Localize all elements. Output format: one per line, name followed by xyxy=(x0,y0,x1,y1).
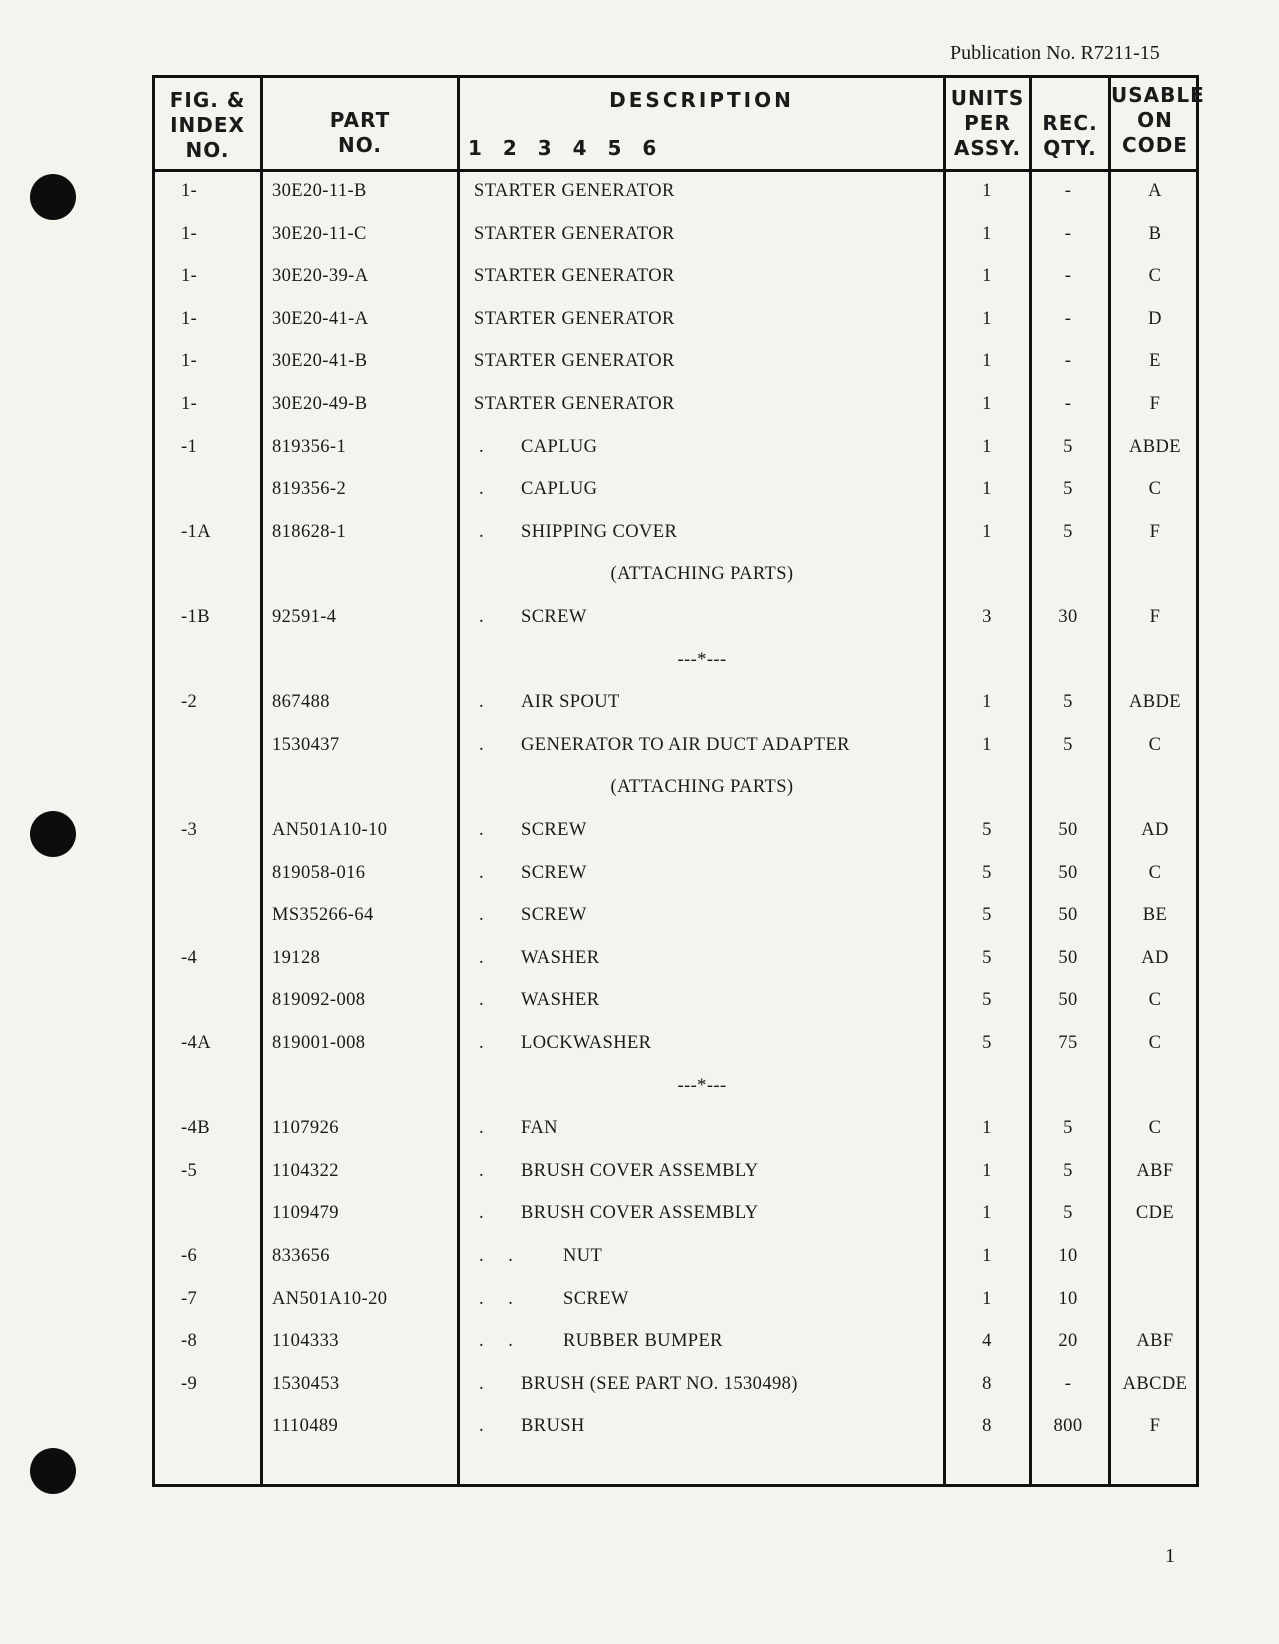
publication-number: Publication No. R7211-15 xyxy=(950,42,1160,64)
part-number-cell: MS35266-64 xyxy=(272,905,374,925)
description-cell: SCREW xyxy=(521,820,587,840)
rec-qty-cell: - xyxy=(1064,309,1072,329)
usable-code-cell: B xyxy=(1148,224,1162,244)
rec-qty-cell: 5 xyxy=(1063,1161,1073,1181)
usable-code-cell: C xyxy=(1148,863,1162,883)
units-per-assy-cell: 1 xyxy=(982,1246,992,1266)
header-rec-qty: REC. QTY. xyxy=(1042,111,1098,160)
rec-qty-cell: - xyxy=(1064,224,1072,244)
rec-qty-cell: - xyxy=(1064,266,1072,286)
part-number-cell: 867488 xyxy=(272,692,330,712)
indent-dots: . . xyxy=(479,1331,523,1351)
rec-qty-cell: - xyxy=(1064,181,1072,201)
description-cell: FAN xyxy=(521,1118,558,1138)
index-cell: 1- xyxy=(181,309,198,329)
indent-dots: . xyxy=(479,820,494,840)
units-per-assy-cell: 1 xyxy=(982,224,992,244)
indent-dots: . xyxy=(479,1033,494,1053)
part-number-cell: 819356-1 xyxy=(272,437,347,457)
usable-code-cell: ABCDE xyxy=(1122,1374,1188,1394)
units-per-assy-cell: 5 xyxy=(982,948,992,968)
section-label: (ATTACHING PARTS) xyxy=(610,564,794,584)
part-number-cell: 818628-1 xyxy=(272,522,347,542)
index-cell: -2 xyxy=(181,692,198,712)
part-number-cell: 30E20-11-B xyxy=(272,181,367,201)
index-cell: -8 xyxy=(181,1331,198,1351)
rec-qty-cell: 10 xyxy=(1058,1246,1078,1266)
indent-dots: . . xyxy=(479,1289,523,1309)
units-per-assy-cell: 1 xyxy=(982,309,992,329)
index-cell: -4A xyxy=(181,1033,211,1053)
units-per-assy-cell: 5 xyxy=(982,863,992,883)
units-per-assy-cell: 1 xyxy=(982,1203,992,1223)
rec-qty-cell: 30 xyxy=(1058,607,1078,627)
units-per-assy-cell: 1 xyxy=(982,692,992,712)
index-cell: -4B xyxy=(181,1118,210,1138)
units-per-assy-cell: 1 xyxy=(982,735,992,755)
description-cell: CAPLUG xyxy=(521,479,598,499)
index-cell: -4 xyxy=(181,948,198,968)
description-cell: GENERATOR TO AIR DUCT ADAPTER xyxy=(521,735,850,755)
rec-qty-cell: - xyxy=(1064,394,1072,414)
rec-qty-cell: 5 xyxy=(1063,522,1073,542)
usable-code-cell: ABF xyxy=(1136,1331,1174,1351)
part-number-cell: 1104322 xyxy=(272,1161,339,1181)
description-cell: WASHER xyxy=(521,990,600,1010)
part-number-cell: AN501A10-10 xyxy=(272,820,388,840)
index-cell: -6 xyxy=(181,1246,198,1266)
usable-code-cell: C xyxy=(1148,735,1162,755)
part-number-cell: 30E20-41-B xyxy=(272,351,368,371)
units-per-assy-cell: 1 xyxy=(982,522,992,542)
index-cell: -7 xyxy=(181,1289,198,1309)
parts-list-table xyxy=(152,75,1205,1487)
index-cell: 1- xyxy=(181,266,198,286)
rec-qty-cell: - xyxy=(1064,1374,1072,1394)
section-label: ---*--- xyxy=(677,650,727,670)
indent-dots: . . xyxy=(479,1246,523,1266)
units-per-assy-cell: 1 xyxy=(982,266,992,286)
units-per-assy-cell: 8 xyxy=(982,1374,992,1394)
part-number-cell: 819356-2 xyxy=(272,479,347,499)
section-label: ---*--- xyxy=(677,1076,727,1096)
rec-qty-cell: 5 xyxy=(1063,1118,1073,1138)
description-cell: LOCKWASHER xyxy=(521,1033,652,1053)
part-number-cell: 19128 xyxy=(272,948,321,968)
part-number-cell: 819092-008 xyxy=(272,990,366,1010)
rec-qty-cell: 75 xyxy=(1058,1033,1078,1053)
usable-code-cell: F xyxy=(1149,607,1161,627)
usable-code-cell: C xyxy=(1148,1033,1162,1053)
rec-qty-cell: 50 xyxy=(1058,990,1078,1010)
usable-code-cell: C xyxy=(1148,990,1162,1010)
description-cell: CAPLUG xyxy=(521,437,598,457)
usable-code-cell: C xyxy=(1148,266,1162,286)
usable-code-cell: C xyxy=(1148,1118,1162,1138)
units-per-assy-cell: 5 xyxy=(982,1033,992,1053)
indent-dots: . xyxy=(479,1374,494,1394)
rec-qty-cell: 20 xyxy=(1058,1331,1078,1351)
index-cell: -3 xyxy=(181,820,198,840)
index-cell: -1 xyxy=(181,437,198,457)
units-per-assy-cell: 1 xyxy=(982,394,992,414)
description-cell: STARTER GENERATOR xyxy=(474,351,675,371)
part-number-cell: 30E20-49-B xyxy=(272,394,368,414)
punch-hole xyxy=(30,174,76,220)
description-cell: BRUSH xyxy=(521,1416,585,1436)
indent-dots: . xyxy=(479,607,494,627)
description-cell: BRUSH COVER ASSEMBLY xyxy=(521,1161,759,1181)
rec-qty-cell: 800 xyxy=(1053,1416,1083,1436)
description-cell: STARTER GENERATOR xyxy=(474,224,675,244)
index-cell: 1- xyxy=(181,351,198,371)
part-number-cell: 30E20-39-A xyxy=(272,266,369,286)
description-cell: BRUSH COVER ASSEMBLY xyxy=(521,1203,759,1223)
index-cell: 1- xyxy=(181,394,198,414)
description-cell: WASHER xyxy=(521,948,600,968)
units-per-assy-cell: 4 xyxy=(982,1331,992,1351)
punch-hole xyxy=(30,1448,76,1494)
index-cell: -9 xyxy=(181,1374,198,1394)
punch-hole xyxy=(30,811,76,857)
part-number-cell: 819058-016 xyxy=(272,863,366,883)
usable-code-cell: ABDE xyxy=(1129,692,1181,712)
page-number: 1 xyxy=(1165,1545,1175,1567)
description-cell: SCREW xyxy=(521,905,587,925)
usable-code-cell: D xyxy=(1148,309,1162,329)
description-cell: NUT xyxy=(563,1246,603,1266)
usable-code-cell: F xyxy=(1149,522,1161,542)
units-per-assy-cell: 5 xyxy=(982,990,992,1010)
description-cell: RUBBER BUMPER xyxy=(563,1331,723,1351)
part-number-cell: 1109479 xyxy=(272,1203,339,1223)
usable-code-cell: F xyxy=(1149,394,1161,414)
indent-dots: . xyxy=(479,948,494,968)
rec-qty-cell: 50 xyxy=(1058,863,1078,883)
header-usable-on-code: USABLE ON CODE xyxy=(1111,83,1205,157)
description-cell: BRUSH (SEE PART NO. 1530498) xyxy=(521,1374,798,1394)
rec-qty-cell: 10 xyxy=(1058,1289,1078,1309)
usable-code-cell: E xyxy=(1149,351,1161,371)
usable-code-cell: AD xyxy=(1141,820,1169,840)
index-cell: 1- xyxy=(181,181,198,201)
indent-dots: . xyxy=(479,1203,494,1223)
part-number-cell: 1530437 xyxy=(272,735,340,755)
part-number-cell: 833656 xyxy=(272,1246,330,1266)
header-description: DESCRIPTION xyxy=(609,88,794,112)
description-cell: AIR SPOUT xyxy=(521,692,620,712)
indent-dots: . xyxy=(479,479,494,499)
indent-dots: . xyxy=(479,905,494,925)
indent-dots: . xyxy=(479,522,494,542)
usable-code-cell: ABF xyxy=(1136,1161,1174,1181)
indent-dots: . xyxy=(479,863,494,883)
part-number-cell: 1104333 xyxy=(272,1331,339,1351)
units-per-assy-cell: 8 xyxy=(982,1416,992,1436)
section-label: (ATTACHING PARTS) xyxy=(610,777,794,797)
usable-code-cell: A xyxy=(1148,181,1162,201)
indent-dots: . xyxy=(479,1118,494,1138)
rec-qty-cell: 50 xyxy=(1058,905,1078,925)
indent-dots: . xyxy=(479,735,494,755)
part-number-cell: 30E20-41-A xyxy=(272,309,369,329)
header-index: FIG. & INDEX NO. xyxy=(169,88,246,162)
units-per-assy-cell: 1 xyxy=(982,1161,992,1181)
rec-qty-cell: 5 xyxy=(1063,437,1073,457)
description-cell: STARTER GENERATOR xyxy=(474,266,675,286)
units-per-assy-cell: 1 xyxy=(982,1118,992,1138)
usable-code-cell: AD xyxy=(1141,948,1169,968)
rec-qty-cell: 5 xyxy=(1063,735,1073,755)
units-per-assy-cell: 5 xyxy=(982,820,992,840)
part-number-cell: 1530453 xyxy=(272,1374,340,1394)
units-per-assy-cell: 1 xyxy=(982,437,992,457)
part-number-cell: 819001-008 xyxy=(272,1033,366,1053)
table-body xyxy=(155,78,1196,1484)
usable-code-cell: BE xyxy=(1142,905,1168,925)
description-cell: SCREW xyxy=(521,607,587,627)
description-cell: STARTER GENERATOR xyxy=(474,309,675,329)
header-part-no: PART NO. xyxy=(329,108,391,157)
rec-qty-cell: 5 xyxy=(1063,692,1073,712)
units-per-assy-cell: 1 xyxy=(982,351,992,371)
header-indent-levels: 1 2 3 4 5 6 xyxy=(468,136,657,160)
index-cell: -1B xyxy=(181,607,210,627)
units-per-assy-cell: 3 xyxy=(982,607,992,627)
description-cell: SCREW xyxy=(563,1289,629,1309)
indent-dots: . xyxy=(479,692,494,712)
rec-qty-cell: - xyxy=(1064,351,1072,371)
part-number-cell: 1107926 xyxy=(272,1118,339,1138)
rec-qty-cell: 5 xyxy=(1063,1203,1073,1223)
rec-qty-cell: 50 xyxy=(1058,820,1078,840)
description-cell: STARTER GENERATOR xyxy=(474,181,675,201)
units-per-assy-cell: 1 xyxy=(982,479,992,499)
description-cell: SCREW xyxy=(521,863,587,883)
index-cell: 1- xyxy=(181,224,198,244)
index-cell: -1A xyxy=(181,522,211,542)
units-per-assy-cell: 1 xyxy=(982,181,992,201)
indent-dots: . xyxy=(479,437,494,457)
rec-qty-cell: 5 xyxy=(1063,479,1073,499)
indent-dots: . xyxy=(479,1161,494,1181)
description-cell: STARTER GENERATOR xyxy=(474,394,675,414)
usable-code-cell: C xyxy=(1148,479,1162,499)
part-number-cell: 92591-4 xyxy=(272,607,337,627)
units-per-assy-cell: 5 xyxy=(982,905,992,925)
indent-dots: . xyxy=(479,990,494,1010)
units-per-assy-cell: 1 xyxy=(982,1289,992,1309)
part-number-cell: 1110489 xyxy=(272,1416,339,1436)
usable-code-cell: F xyxy=(1149,1416,1161,1436)
index-cell: -5 xyxy=(181,1161,198,1181)
header-units-per-assy: UNITS PER ASSY. xyxy=(950,86,1025,160)
description-cell: SHIPPING COVER xyxy=(521,522,678,542)
usable-code-cell: ABDE xyxy=(1129,437,1181,457)
part-number-cell: 30E20-11-C xyxy=(272,224,367,244)
part-number-cell: AN501A10-20 xyxy=(272,1289,388,1309)
rec-qty-cell: 50 xyxy=(1058,948,1078,968)
usable-code-cell: CDE xyxy=(1135,1203,1175,1223)
indent-dots: . xyxy=(479,1416,494,1436)
